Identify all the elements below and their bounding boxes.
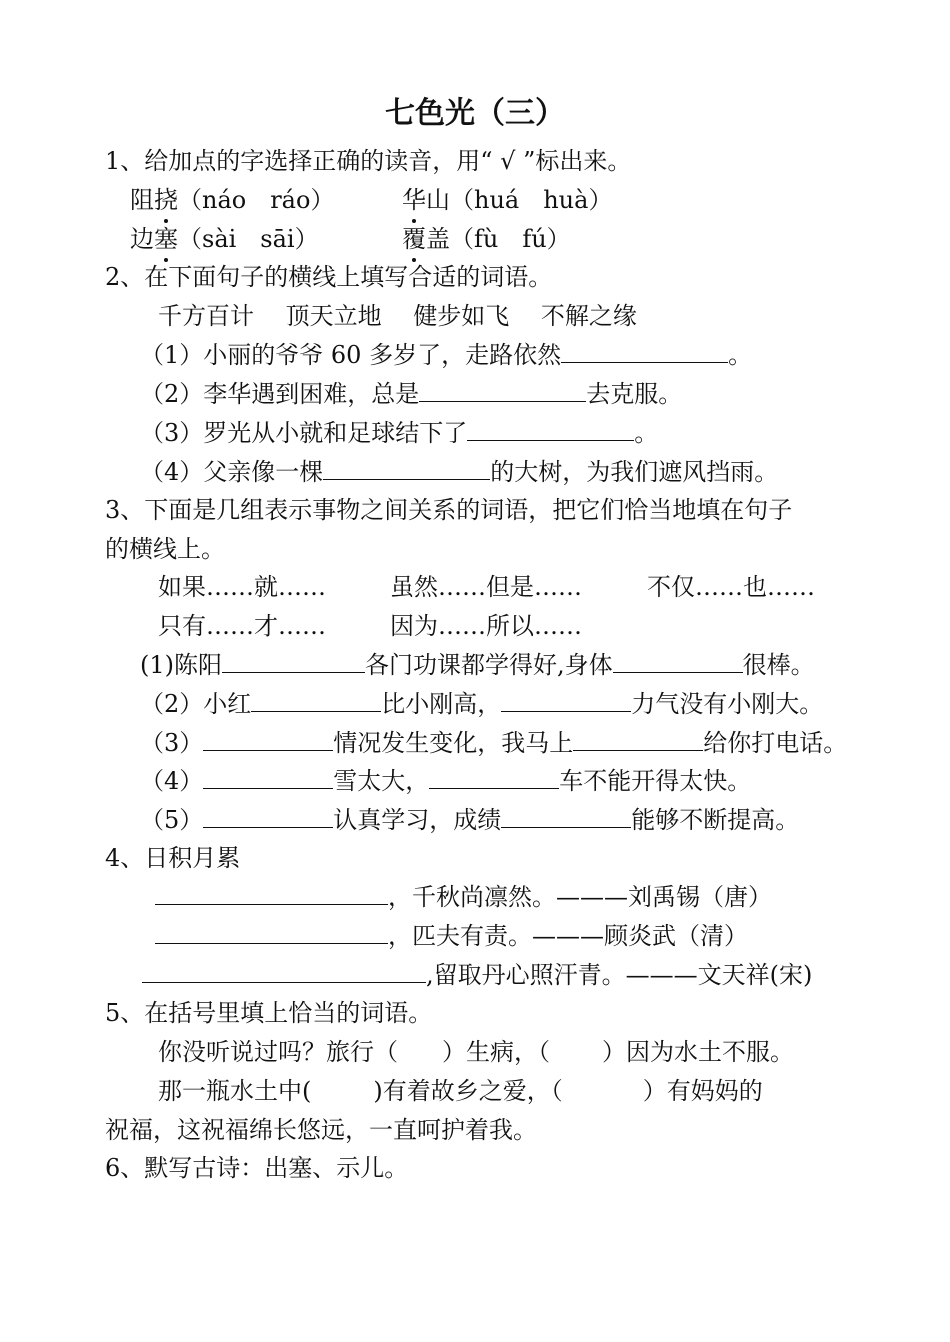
fill-blank[interactable] bbox=[203, 805, 333, 828]
q2-sentence-3: （3）罗光从小就和足球结下了 。 bbox=[140, 419, 659, 447]
q1-item-4: 覆盖（fù fú） bbox=[402, 225, 571, 253]
fill-blank[interactable] bbox=[467, 418, 634, 441]
q1-stem: 1、给加点的字选择正确的读音，用“ √ ”标出来。 bbox=[105, 147, 632, 175]
fill-blank[interactable] bbox=[155, 921, 388, 944]
q3-word-5: 因为……所以…… bbox=[390, 612, 582, 640]
q2-word-bank: 千方百计 顶天立地 健步如飞 不解之缘 bbox=[158, 302, 637, 330]
fill-blank[interactable] bbox=[613, 650, 743, 673]
emphasis-dot-char: 挠 bbox=[154, 186, 178, 214]
fill-blank[interactable] bbox=[501, 689, 631, 712]
fill-blank[interactable] bbox=[429, 766, 559, 789]
fill-blank[interactable] bbox=[561, 340, 728, 363]
fill-blank[interactable] bbox=[142, 960, 426, 983]
fill-blank[interactable] bbox=[419, 379, 586, 402]
q3-word-1: 如果……就…… bbox=[158, 573, 326, 601]
fill-blank[interactable] bbox=[155, 882, 388, 905]
q5-line-1: 你没听说过吗？旅行（ ）生病，（ ）因为水土不服。 bbox=[158, 1038, 794, 1066]
q1-item-1: 阻挠（náo ráo） bbox=[130, 186, 335, 214]
q3-sentence-3: （3） 情况发生变化，我马上 给你打电话。 bbox=[140, 729, 848, 757]
q1-item-2: 华山（huá huà） bbox=[402, 186, 613, 214]
q3-sentence-1: (1)陈阳 各门功课都学得好,身体 很棒。 bbox=[140, 651, 815, 679]
q4-stem: 4、日积月累 bbox=[105, 844, 241, 872]
q2-sentence-4: （4）父亲像一棵 的大树，为我们遮风挡雨。 bbox=[140, 458, 779, 486]
fill-blank[interactable] bbox=[203, 766, 333, 789]
q5-line-3: 祝福，这祝福绵长悠远，一直呵护着我。 bbox=[105, 1116, 537, 1144]
emphasis-dot-char: 华 bbox=[402, 186, 426, 214]
q4-line-3: ,留取丹心照汗青。———文天祥(宋) bbox=[142, 960, 812, 990]
page-title: 七色光（三） bbox=[385, 96, 565, 131]
q3-stem-line-2: 的横线上。 bbox=[105, 535, 225, 563]
q3-word-2: 虽然……但是…… bbox=[390, 573, 582, 601]
q3-word-3: 不仅……也…… bbox=[647, 573, 815, 601]
q2-sentence-2: （2）李华遇到困难，总是 去克服。 bbox=[140, 380, 683, 408]
fill-blank[interactable] bbox=[501, 805, 631, 828]
q3-stem-line-1: 3、下面是几组表示事物之间关系的词语，把它们恰当地填在句子 bbox=[105, 496, 793, 524]
emphasis-dot-char: 覆 bbox=[402, 225, 426, 253]
q4-line-2: ，匹夫有责。———顾炎武（清） bbox=[155, 921, 748, 951]
q3-sentence-5: （5） 认真学习，成绩 能够不断提高。 bbox=[140, 806, 800, 834]
q5-stem: 5、在括号里填上恰当的词语。 bbox=[105, 999, 433, 1027]
q4-line-1: ，千秋尚凛然。———刘禹锡（唐） bbox=[155, 882, 772, 912]
fill-blank[interactable] bbox=[203, 728, 333, 751]
fill-blank[interactable] bbox=[323, 457, 490, 480]
q3-sentence-2: （2）小红 比小刚高， 力气没有小刚大。 bbox=[140, 690, 824, 718]
q1-item-3: 边塞（sài sāi） bbox=[130, 225, 319, 253]
q2-stem: 2、在下面句子的横线上填写合适的词语。 bbox=[105, 263, 553, 291]
q6-stem: 6、默写古诗：出塞、示儿。 bbox=[105, 1154, 409, 1182]
fill-blank[interactable] bbox=[222, 650, 365, 673]
q3-word-4: 只有……才…… bbox=[158, 612, 326, 640]
q5-line-2: 那一瓶水土中( )有着故乡之爱，（ ）有妈妈的 bbox=[158, 1077, 763, 1105]
fill-blank[interactable] bbox=[251, 689, 381, 712]
q3-sentence-4: （4） 雪太大， 车不能开得太快。 bbox=[140, 767, 752, 795]
fill-blank[interactable] bbox=[573, 728, 703, 751]
q2-sentence-1: （1）小丽的爷爷 60 多岁了，走路依然 。 bbox=[140, 341, 753, 369]
emphasis-dot-char: 塞 bbox=[154, 225, 178, 253]
